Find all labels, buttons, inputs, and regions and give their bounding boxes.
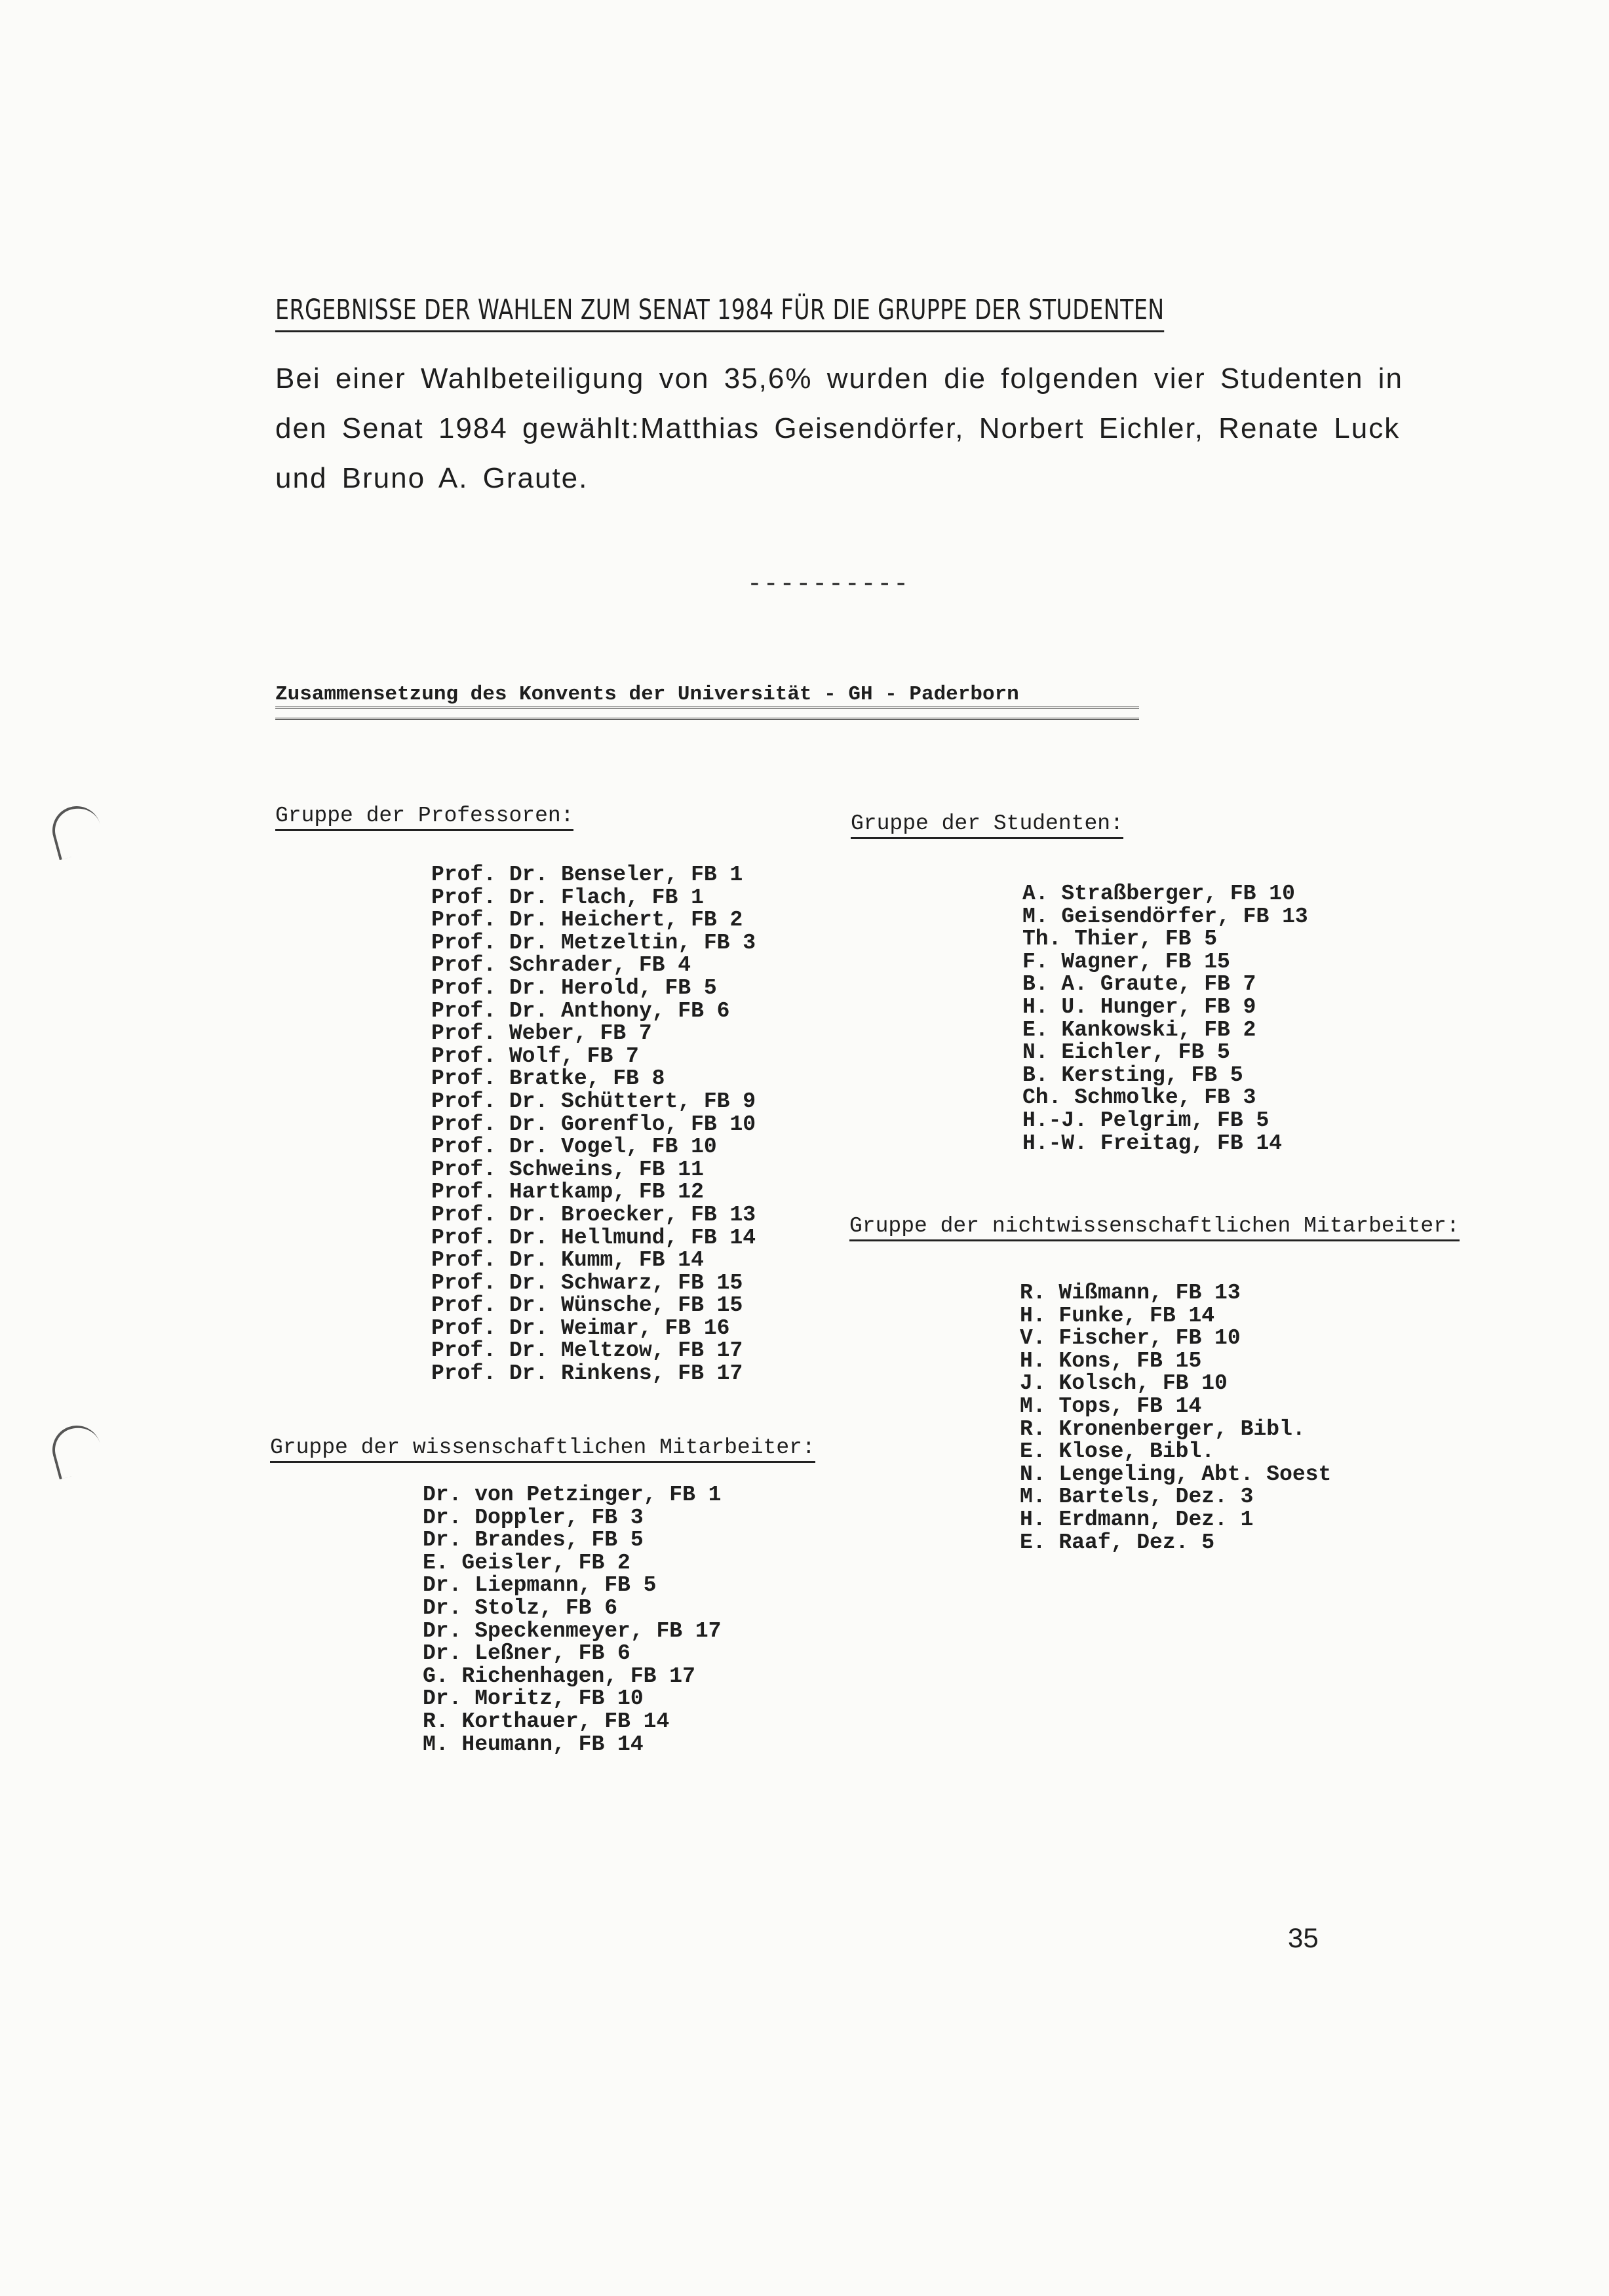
- list-item: E. Klose, Bibl.: [1020, 1439, 1215, 1464]
- list-item: B. Kersting, FB 5: [1022, 1062, 1243, 1087]
- list-item: H. Funke, FB 14: [1020, 1303, 1215, 1328]
- list-item: Prof. Dr. Weimar, FB 16: [431, 1315, 730, 1340]
- list-item: N. Eichler, FB 5: [1022, 1040, 1230, 1065]
- list-item: H. Erdmann, Dez. 1: [1020, 1507, 1254, 1532]
- list-item: M. Bartels, Dez. 3: [1020, 1485, 1254, 1509]
- list-item: A. Straßberger, FB 10: [1022, 882, 1295, 906]
- list-item: Dr. Speckenmeyer, FB 17: [423, 1618, 722, 1643]
- list-wiss-mitarbeiter: [423, 1484, 721, 1756]
- list-item: Prof. Dr. Metzeltin, FB 3: [431, 930, 756, 955]
- list-item: Prof. Dr. Vogel, FB 10: [431, 1135, 717, 1159]
- punch-hole-mark-bottom: [47, 1420, 107, 1480]
- list-item: Prof. Dr. Herold, FB 5: [431, 975, 717, 1000]
- list-item: Prof. Bratke, FB 8: [431, 1066, 665, 1091]
- list-item: H.-W. Freitag, FB 14: [1022, 1131, 1283, 1156]
- group-title-studenten: Gruppe der Studenten:: [851, 811, 1123, 839]
- list-item: H. Kons, FB 15: [1020, 1348, 1202, 1373]
- list-item: Dr. Moritz, FB 10: [423, 1686, 644, 1711]
- list-nichtwiss-mitarbeiter: [1020, 1282, 1331, 1554]
- list-item: M. Heumann, FB 14: [423, 1732, 644, 1757]
- list-item: Prof. Dr. Gorenflo, FB 10: [431, 1112, 756, 1137]
- list-item: Dr. von Petzinger, FB 1: [423, 1483, 722, 1507]
- list-item: Dr. Leßner, FB 6: [423, 1641, 630, 1666]
- list-item: Dr. Liepmann, FB 5: [423, 1573, 657, 1598]
- list-item: M. Tops, FB 14: [1020, 1393, 1202, 1418]
- list-item: R. Korthauer, FB 14: [423, 1709, 670, 1734]
- list-item: Prof. Dr. Flach, FB 1: [431, 885, 704, 910]
- election-result-text: Bei einer Wahlbeteiligung von 35,6% wurden die folgenden vier Studenten in den Senat 1984 gewählt:Matthias Geisendörfer, Norbert Eichler, Renate Luck und Bruno A. Graute.: [275, 362, 1403, 494]
- list-item: Dr. Brandes, FB 5: [423, 1528, 644, 1553]
- list-item: Prof. Schrader, FB 4: [431, 953, 691, 978]
- konvent-title: Zusammensetzung des Konvents der Universität - GH - Paderborn: [275, 683, 1019, 706]
- group-title-wiss-mitarbeiter: Gruppe der wissenschaftlichen Mitarbeiter:: [270, 1435, 815, 1463]
- list-item: M. Geisendörfer, FB 13: [1022, 904, 1308, 929]
- election-title: ERGEBNISSE DER WAHLEN ZUM SENAT 1984 FÜR DIE GRUPPE DER STUDENTEN: [275, 294, 1165, 332]
- list-item: Prof. Dr. Hellmund, FB 14: [431, 1225, 756, 1250]
- list-item: R. Kronenberger, Bibl.: [1020, 1416, 1306, 1441]
- list-item: N. Lengeling, Abt. Soest: [1020, 1462, 1332, 1487]
- list-item: Ch. Schmolke, FB 3: [1022, 1085, 1256, 1110]
- list-item: Dr. Stolz, FB 6: [423, 1595, 618, 1620]
- list-item: Prof. Dr. Meltzow, FB 17: [431, 1338, 743, 1363]
- list-item: Prof. Dr. Rinkens, FB 17: [431, 1361, 743, 1386]
- list-item: G. Richenhagen, FB 17: [423, 1664, 695, 1688]
- list-item: Prof. Dr. Wünsche, FB 15: [431, 1293, 743, 1318]
- page-number: 35: [1288, 1922, 1319, 1953]
- list-item: H.-J. Pelgrim, FB 5: [1022, 1108, 1270, 1133]
- list-item: Prof. Wolf, FB 7: [431, 1043, 639, 1068]
- list-item: Prof. Dr. Benseler, FB 1: [431, 863, 743, 887]
- list-item: E. Geisler, FB 2: [423, 1550, 630, 1575]
- list-item: Prof. Dr. Anthony, FB 6: [431, 998, 730, 1023]
- group-title-nichtwiss-mitarbeiter: Gruppe der nichtwissenschaftlichen Mitarbeiter:: [849, 1214, 1460, 1241]
- list-studenten: [1022, 883, 1308, 1155]
- list-item: Prof. Dr. Broecker, FB 13: [431, 1202, 756, 1227]
- list-item: V. Fischer, FB 10: [1020, 1326, 1241, 1351]
- list-item: Prof. Schweins, FB 11: [431, 1157, 704, 1182]
- list-item: E. Kankowski, FB 2: [1022, 1017, 1256, 1042]
- list-item: Prof. Dr. Kumm, FB 14: [431, 1248, 704, 1273]
- list-item: H. U. Hunger, FB 9: [1022, 994, 1256, 1019]
- group-title-professoren: Gruppe der Professoren:: [275, 804, 573, 831]
- list-item: E. Raaf, Dez. 5: [1020, 1530, 1215, 1555]
- list-item: Th. Thier, FB 5: [1022, 927, 1218, 952]
- list-item: B. A. Graute, FB 7: [1022, 972, 1256, 997]
- section-separator: ----------: [747, 570, 910, 598]
- list-item: Prof. Hartkamp, FB 12: [431, 1180, 704, 1205]
- list-item: J. Kolsch, FB 10: [1020, 1371, 1228, 1396]
- list-item: Prof. Dr. Schwarz, FB 15: [431, 1270, 743, 1295]
- konvent-title-rule: [275, 707, 1139, 720]
- list-item: F. Wagner, FB 15: [1022, 949, 1230, 974]
- list-item: Dr. Doppler, FB 3: [423, 1505, 644, 1530]
- list-item: Prof. Dr. Schüttert, FB 9: [431, 1089, 756, 1114]
- list-item: Prof. Dr. Heichert, FB 2: [431, 908, 743, 933]
- list-item: R. Wißmann, FB 13: [1020, 1281, 1241, 1305]
- list-item: Prof. Weber, FB 7: [431, 1021, 652, 1046]
- list-professoren: [431, 864, 756, 1386]
- punch-hole-mark-top: [47, 801, 107, 861]
